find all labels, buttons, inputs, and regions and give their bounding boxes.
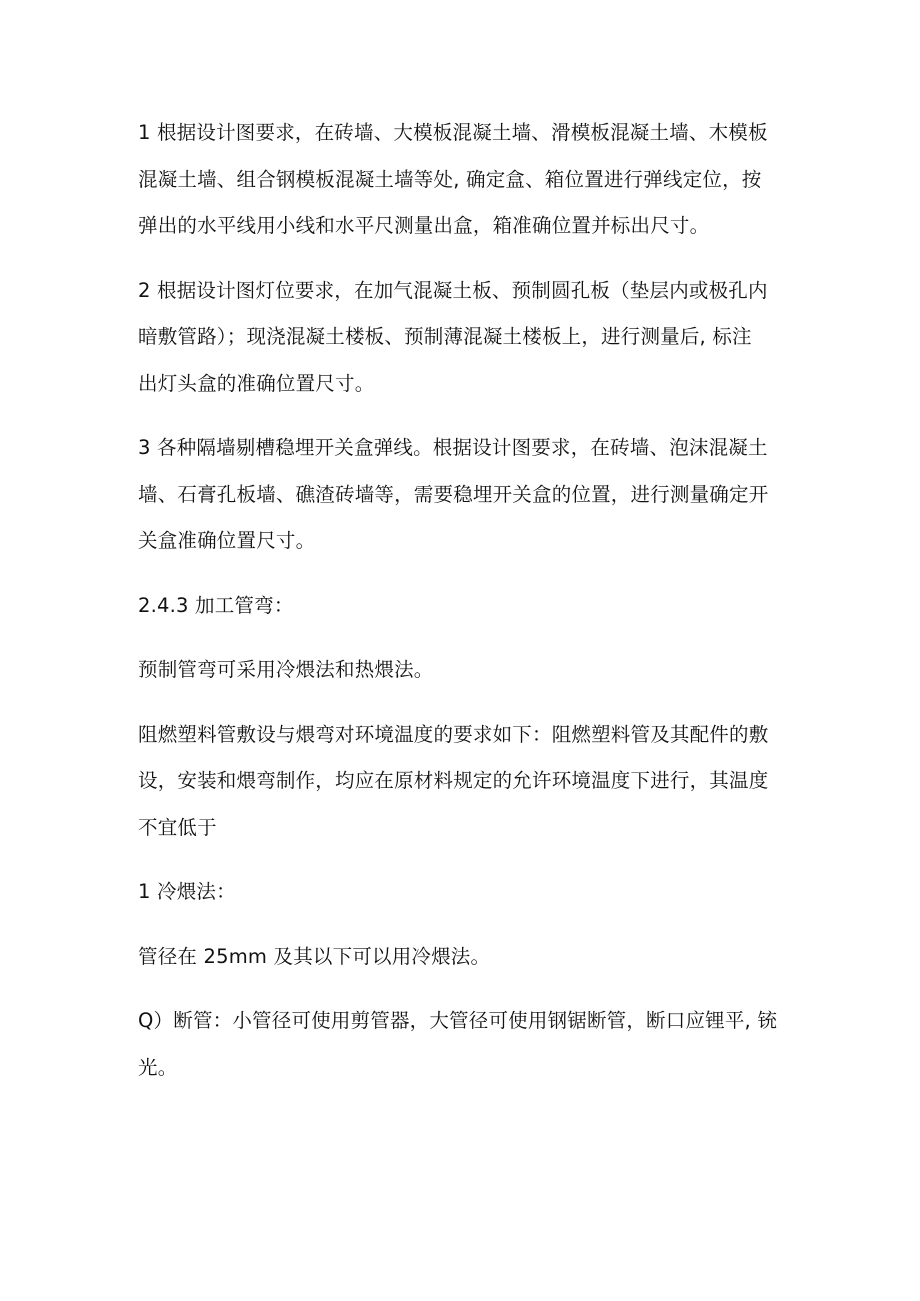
paragraph-line: Q）断管：小管径可使用剪管器，大管径可使用钢锯断管，断口应锂平, 铳 bbox=[138, 1009, 778, 1032]
paragraph-line: 1 根据设计图要求，在砖墙、大模板混凝土墙、滑模板混凝土墙、木模板 bbox=[138, 121, 768, 144]
paragraph-line: 设，安装和煨弯制作，均应在原材料规定的允许环境温度下进行，其温度 bbox=[138, 769, 769, 792]
paragraph-2 bbox=[138, 268, 788, 408]
paragraph-line: 混凝土墙、组合钢模板混凝土墙等处, 确定盒、箱位置进行弹线定位，按 bbox=[138, 167, 762, 191]
paragraph-line: 关盒准确位置尺寸。 bbox=[138, 529, 316, 552]
paragraph-line: 2 根据设计图灯位要求，在加气混凝土板、预制圆孔板（垫层内或极孔内 bbox=[138, 278, 768, 302]
document-body bbox=[138, 110, 788, 1091]
section-heading bbox=[138, 583, 788, 630]
paragraph-line: 不宜低于 bbox=[138, 815, 217, 839]
paragraph-line: 阻燃塑料管敷设与煨弯对环境温度的要求如下：阻燃塑料管及其配件的敷 bbox=[138, 722, 769, 746]
paragraph-5 bbox=[138, 647, 788, 694]
paragraph-6 bbox=[138, 712, 788, 852]
paragraph-line: 1 冷煨法： bbox=[138, 880, 236, 903]
paragraph-line: 弹出的水平线用小线和水平尺测量出盒，箱准确位置并标出尺寸。 bbox=[138, 214, 710, 237]
paragraph-9 bbox=[138, 998, 788, 1091]
paragraph-line: 墙、石膏孔板墙、礁渣砖墙等，需要稳埋开关盒的位置，进行测量确定开 bbox=[138, 482, 769, 506]
paragraph-7 bbox=[138, 869, 788, 916]
paragraph-line: 光。 bbox=[138, 1055, 178, 1079]
paragraph-line: 管径在 25mm 及其以下可以用冷煨法。 bbox=[138, 944, 491, 968]
heading-line: 2.4.3 加工管弯： bbox=[138, 593, 294, 617]
paragraph-line: 3 各种隔墙剔槽稳埋开关盒弹线。根据设计图要求，在砖墙、泡沫混凝土 bbox=[138, 436, 768, 459]
paragraph-line: 暗敷管路）；现浇混凝土楼板、预制薄混凝土楼板上，进行测量后, 标注 bbox=[138, 325, 752, 348]
paragraph-line: 预制管弯可采用冷煨法和热煨法。 bbox=[138, 658, 434, 681]
paragraph-3 bbox=[138, 425, 788, 565]
paragraph-8 bbox=[138, 934, 788, 981]
paragraph-line: 出灯头盒的准确位置尺寸。 bbox=[138, 371, 375, 395]
paragraph-1 bbox=[138, 110, 788, 250]
